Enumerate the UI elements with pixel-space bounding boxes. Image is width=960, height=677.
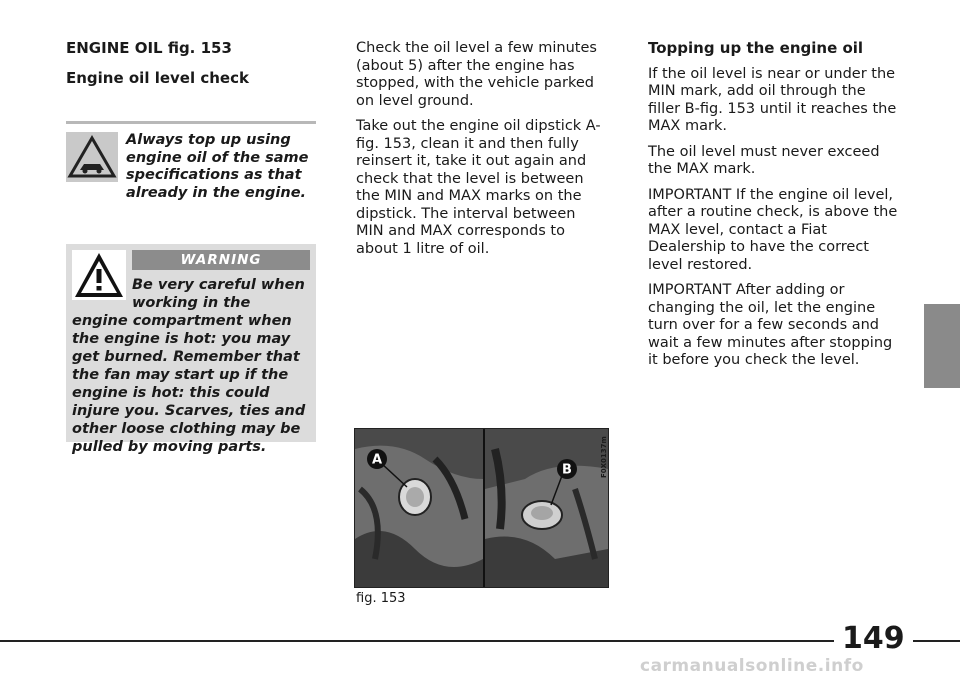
warning-text: Be very careful when working in the engine compartment when the engine is hot: you may get burned. Remember that the fan may start up if the engine is hot: this could injure you. Scarves, ties and other loose clothing may be pulled by moving parts.: [72, 277, 306, 455]
engine-photo: [355, 429, 608, 587]
paragraph: IMPORTANT If the engine oil level, after a routine check, is above the MAX level, contact a Fiat Dealership to have the correct level restored.: [648, 186, 898, 273]
paragraph: Check the oil level a few minutes (about 5) after the engine has stopped, with the vehicle parked on level ground.: [356, 40, 597, 109]
footer-rule: [0, 640, 960, 642]
page-number: 149: [834, 622, 913, 656]
watermark: carmanualsonline.info: [640, 656, 864, 676]
notice-text: Always top up using engine oil of the same specifications as that already in the engine.: [126, 132, 309, 201]
column-2: [356, 40, 606, 266]
warning-box: [66, 244, 316, 455]
paragraph: If the oil level is near or under the MIN mark, add oil through the filler B-fig. 153 until it reaches the MAX mark.: [648, 65, 897, 134]
warning-label: WARNING: [132, 250, 310, 270]
figure-caption: fig. 153: [356, 591, 406, 606]
notice-box: [66, 121, 316, 202]
section-subheading: Engine oil level check: [66, 68, 249, 87]
paragraph: The oil level must never exceed the MAX mark.: [648, 143, 880, 177]
section-heading: ENGINE OIL fig. 153: [66, 39, 232, 57]
column-1: [66, 40, 316, 95]
topping-up-heading: Topping up the engine oil: [648, 39, 864, 57]
section-tab: [924, 304, 960, 388]
engine-photo-figure: [354, 428, 609, 588]
column-3: [648, 40, 898, 378]
callout-b-label: B: [562, 462, 572, 478]
paragraph: Take out the engine oil dipstick A-fig. 153, clean it and then fully reinsert it, take it out again and check that the level is between the MIN and MAX marks on the dipstick. The interval between MIN and MAX corresponds to about 1 litre of oil.: [356, 118, 601, 257]
paragraph: IMPORTANT After adding or changing the oil, let the engine turn over for a few seconds and wait a few minutes after stopping it before you check the level.: [648, 282, 893, 368]
car-notice-icon: [66, 132, 118, 182]
figure-code: F0X0137m: [600, 436, 608, 478]
callout-a-label: A: [371, 452, 383, 468]
warning-triangle-icon: [72, 250, 126, 300]
